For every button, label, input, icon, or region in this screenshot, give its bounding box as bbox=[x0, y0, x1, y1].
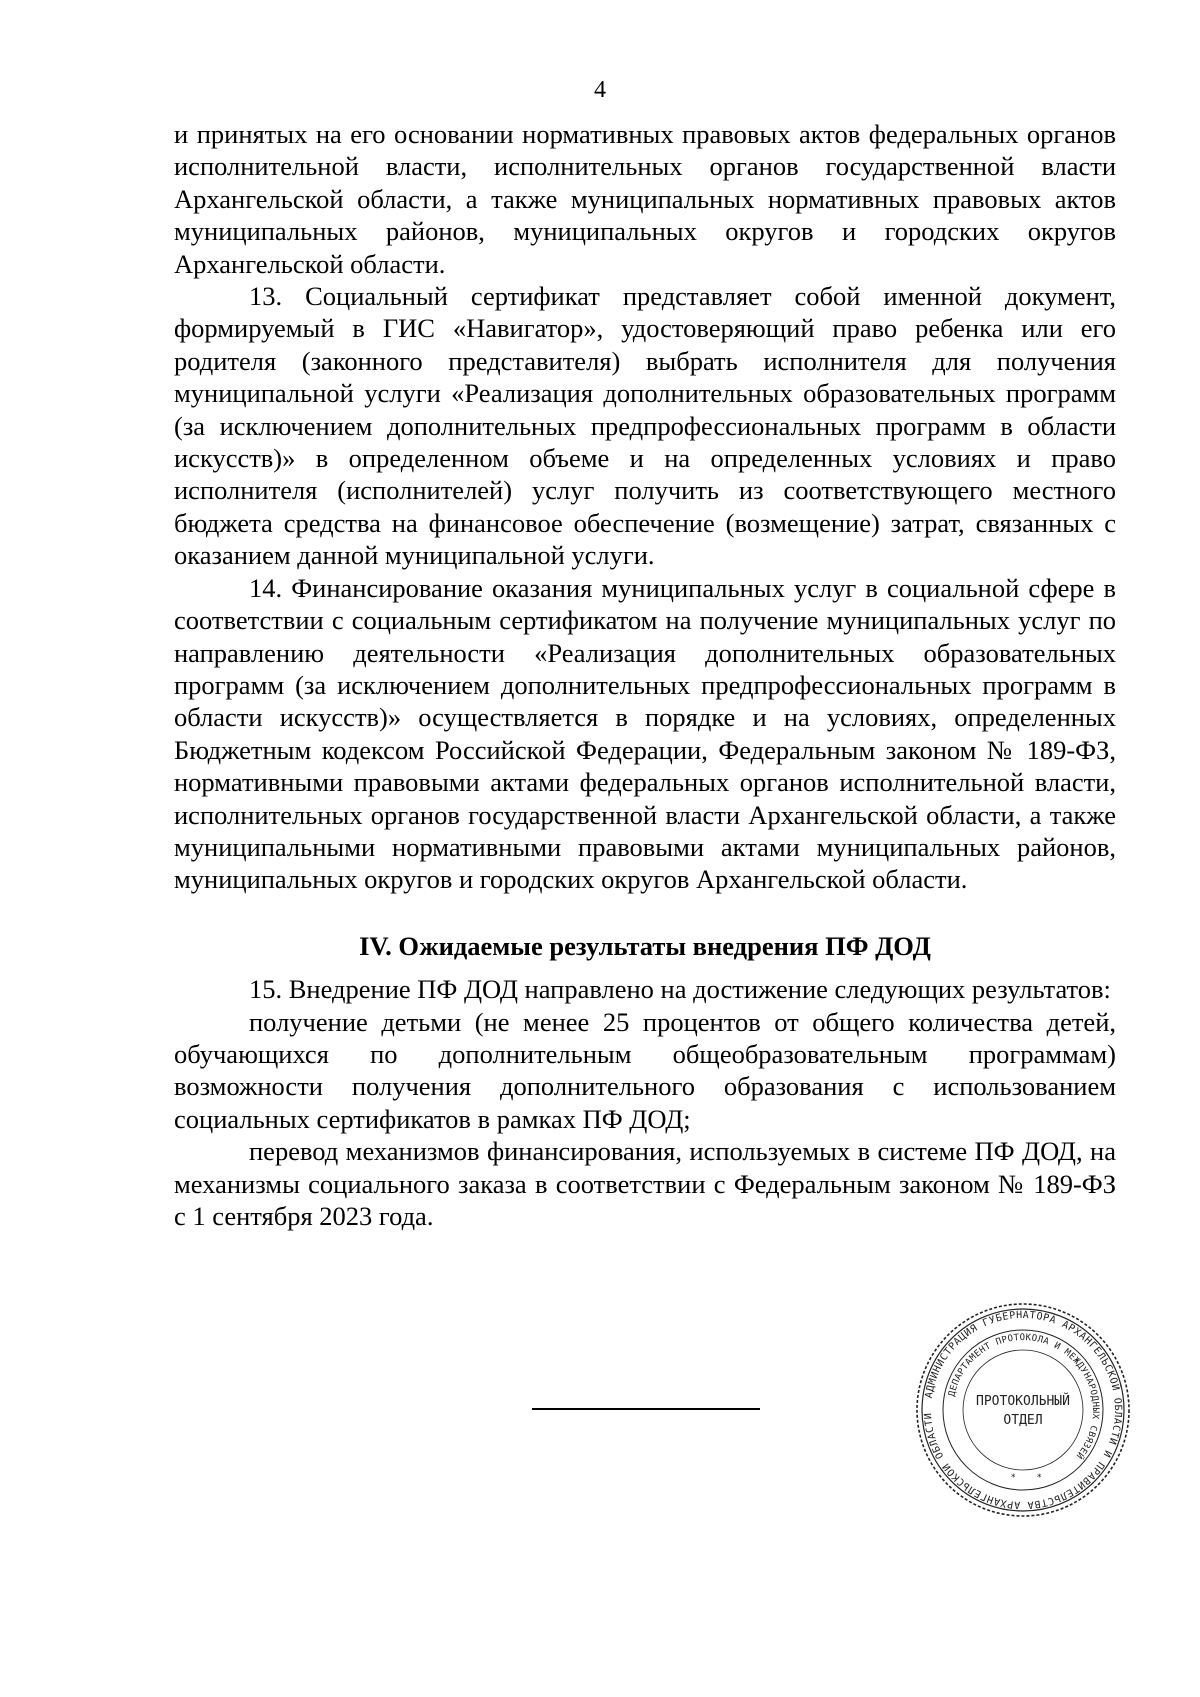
paragraph-15: 15. Внедрение ПФ ДОД направлено на достижение следующих результатов: bbox=[249, 974, 1111, 1005]
stamp-center-line-1: ПРОТОКОЛЬНЫЙ bbox=[976, 1394, 1070, 1409]
paragraph-14: 14. Финансирование оказания муниципальных услуг в социальной сфере в соответствии с социальным сертификатом на получение муниципальных услуг по направлению деятельности «Реализация дополнительных образовательных программ (за исключением дополнительных предпрофессиональных программ в области искусств)» осуществляется в порядке и на условиях, определенных Бюджетным кодексом Российской Федерации, Федеральным законом № 189-ФЗ, нормативными правовыми актами федеральных органов исполнительной власти, исполнительных органов государственной власти Архангельской области, а также муниципальными нормативными правовыми актами муниципальных районов, муниципальных округов и городских округов Архангельской области. bbox=[174, 572, 1116, 895]
stamp-center-line-2: ОТДЕЛ bbox=[1003, 1413, 1043, 1428]
official-stamp bbox=[913, 1300, 1133, 1520]
stamp-star-icon: * bbox=[1011, 1473, 1016, 1483]
section-heading: IV. Ожидаемые результаты внедрения ПФ ДОД bbox=[359, 930, 931, 961]
end-divider-line bbox=[532, 1408, 760, 1410]
paragraph-continuation: и принятых на его основании нормативных правовых актов федеральных органов исполнительной власти, исполнительных органов государственной власти Архангельской области, а также муниципальных нормативных правовых актов муниципальных районов, муниципальных округов и городских округов Архангельской области. bbox=[174, 119, 1116, 279]
paragraph-15-item-2: перевод механизмов финансирования, используемых в системе ПФ ДОД, на механизмы социального заказа в соответствии с Федеральным законом № 189-ФЗ с 1 сентября 2023 года. bbox=[174, 1136, 1116, 1231]
paragraph-13: 13. Социальный сертификат представляет собой именной документ, формируемый в ГИС «Навигатор», удостоверяющий право ребенка или его родителя (законного представителя) выбрать исполнителя для получения муниципальной услуги «Реализация дополнительных образовательных программ (за исключением дополнительных предпрофессиональных программ в области искусств)» в определенном объеме и на определенных условиях и право исполнителя (исполнителей) услуг получить из соответствующего местного бюджета средства на финансовое обеспечение (возмещение) затрат, связанных с оказанием данной муниципальной услуги. bbox=[174, 281, 1116, 571]
stamp-seal-icon bbox=[913, 1300, 1133, 1520]
stamp-star-icon: * bbox=[1037, 1473, 1042, 1483]
stamp-outer-text: АДМИНИСТРАЦИЯ ГУБЕРНАТОРА АРХАНГЕЛЬСКОЙ ОБЛАСТИ И ПРАВИТЕЛЬСТВА АРХАНГЕЛЬСКОЙ ОБЛАСТИ bbox=[922, 1309, 1124, 1511]
document-body bbox=[174, 118, 1116, 1232]
paragraph-15-item-1: получение детьми (не менее 25 процентов от общего количества детей, обучающихся по дополнительным общеобразовательным программам) возможности получения дополнительного образования с использованием социальных сертификатов в рамках ПФ ДОД; bbox=[174, 1006, 1116, 1134]
page-number: 4 bbox=[594, 77, 606, 103]
stamp-inner-text: ДЕПАРТАМЕНТ ПРОТОКОЛА И МЕЖДУНАРОДНЫХ СВЯЗЕЙ bbox=[947, 1332, 1101, 1461]
